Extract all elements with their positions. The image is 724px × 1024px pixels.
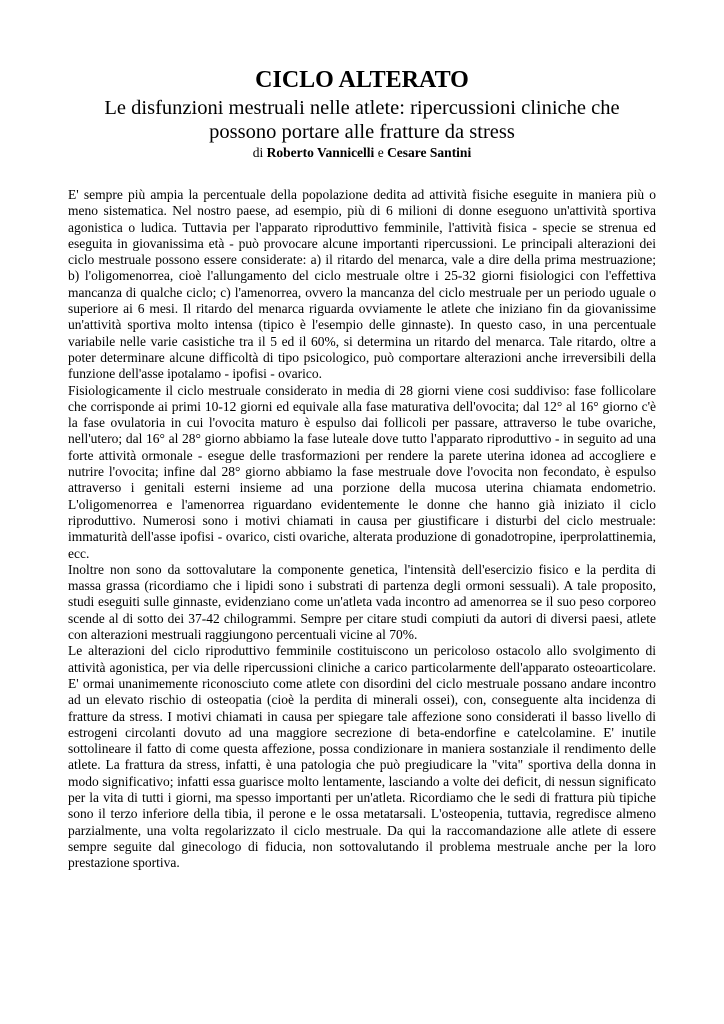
subtitle-line-2: possono portare alle fratture da stress bbox=[209, 121, 515, 143]
author-2: Cesare Santini bbox=[387, 145, 472, 160]
paragraph-2: Fisiologicamente il ciclo mestruale considerato in media di 28 giorni viene cosi suddiviso: fase follicolare che corrisponde ai primi 10-12 giorni ed equivale alla fase maturativa dell'ovocita; dal 12° al 16° giorno c'è la fase ovulatoria in cui l'ovocita maturo è espulso dai follicoli per passare, attraverso le tube ovariche, nell'utero; dal 16° al 28° giorno abbiamo la fase luteale dove tutto l'apparato riproduttivo - in seguito ad una forte attività ormonale - esegue delle trasformazioni per rendere la parete uterina idonea ad accogliere e nutrire l'ovocita; infine dal 28° giorno abbiamo la fase mestruale dove l'ovocita non fecondato, è espulso attraverso i genitali esterni insieme ad una porzione della mucosa uterina chiamata endometrio. L'oligomenorrea e l'amenorrea riguardano evidentemente le donne che hanno già iniziato il ciclo riproduttivo. Numerosi sono i motivi chiamati in causa per giustificare i disturbi del ciclo mestruale: immaturità dell'asse ipofisi - ovarico, cisti ovariche, alterata produzione di gonadotropine, iperprolattinemia, ecc. bbox=[68, 382, 656, 561]
byline-prefix: di bbox=[252, 145, 267, 160]
subtitle-line-1: Le disfunzioni mestruali nelle atlete: ripercussioni cliniche che bbox=[104, 97, 620, 119]
byline-conjunction: e bbox=[374, 145, 388, 160]
author-1: Roberto Vannicelli bbox=[266, 145, 375, 160]
paragraph-4: Le alterazioni del ciclo riproduttivo femminile costituiscono un pericoloso ostacolo allo svolgimento di attività agonistica, per via delle ripercussioni cliniche a carico particolarmente dell'apparato osteoarticolare. E' ormai unanimemente riconosciuto come atlete con disordini del ciclo mestruale possano andare incontro ad un elevato rischio di osteopatia (cioè la perdita di minerali ossei), con, conseguente alta incidenza di fratture da stress. I motivi chiamati in causa per spiegare tale affezione sono considerati il basso livello di estrogeni circolanti dovuto ad una maggiore secrezione di beta-endorfine e catelcolamine. E' inutile sottolineare il fatto di come questa affezione, possa condizionare in maniera sostanziale il rendimento delle atlete. La frattura da stress, infatti, è una patologia che può pregiudicare la "vita" sportiva della donna in modo significativo; infatti essa guarisce molto lentamente, lasciando a volte dei deficit, di nessun significato per la vita di tutti i giorni, ma spesso importanti per un'atleta. Ricordiamo che le sedi di frattura più tipiche sono il terzo inferiore della tibia, il perone e le ossa metatarsali. L'osteopenia, tuttavia, regredisce almeno parzialmente, una volta regolarizzato il ciclo mestruale. Da qui la raccomandazione alle atlete di essere sempre seguite dal ginecologo di fiducia, non sottovalutando il problema mestruale anche per la loro prestazione sportiva. bbox=[68, 643, 656, 871]
paragraph-1: E' sempre più ampia la percentuale della popolazione dedita ad attività fisiche eseguite in maniera più o meno sistematica. Nel nostro paese, ad esempio, più di 6 milioni di donne eseguono un'attività sportiva agonistica o ludica. Tuttavia per l'apparato riproduttivo femminile, l'attività fisica - specie se strenua ed eseguita in giovanissima età - può provocare alcune importanti ripercussioni. Le principali alterazioni dei ciclo mestruale possono essere considerate: a) il ritardo del menarca, vale a dire della prima mestruazione; b) l'oligomenorrea, cioè l'allungamento del ciclo mestruale oltre i 25-32 giorni fisiologici con l'effettiva mancanza di qualche ciclo; c) l'amenorrea, ovvero la mancanza del ciclo mestruale per un periodo uguale o superiore ai 6 mesi. Il ritardo del menarca riguarda ovviamente le atlete che iniziano fin da giovanissime un'attività sportiva molto intensa (tipico è l'esempio delle ginnaste). In questo caso, in una percentuale variabile nelle varie casistiche tra il 5 ed il 60%, si determina un ritardo del menarca. Tale ritardo, oltre a poter determinare alcune difficoltà di tipo psicologico, può comportare alterazioni anche irreversibili della funzione dell'asse ipotalamo - ipofisi - ovarico. bbox=[68, 187, 656, 382]
article-body bbox=[68, 187, 656, 871]
byline bbox=[68, 144, 656, 161]
paragraph-3: Inoltre non sono da sottovalutare la componente genetica, l'intensità dell'esercizio fisico e la perdita di massa grassa (ricordiamo che i lipidi sono i substrati di partenza degli ormoni sessuali). A tale proposito, studi eseguiti sulle ginnaste, evidenziano come un'atleta vada incontro ad amenorrea se il suo peso corporeo scende al di sotto dei 37-42 chilogrammi. Sempre per citare studi compiuti da autori di diversi paesi, atlete con alterazioni mestruali raggiungono percentuali vicine al 70%. bbox=[68, 561, 656, 643]
article-title: CICLO ALTERATO bbox=[255, 67, 469, 93]
article-subtitle bbox=[68, 96, 656, 144]
